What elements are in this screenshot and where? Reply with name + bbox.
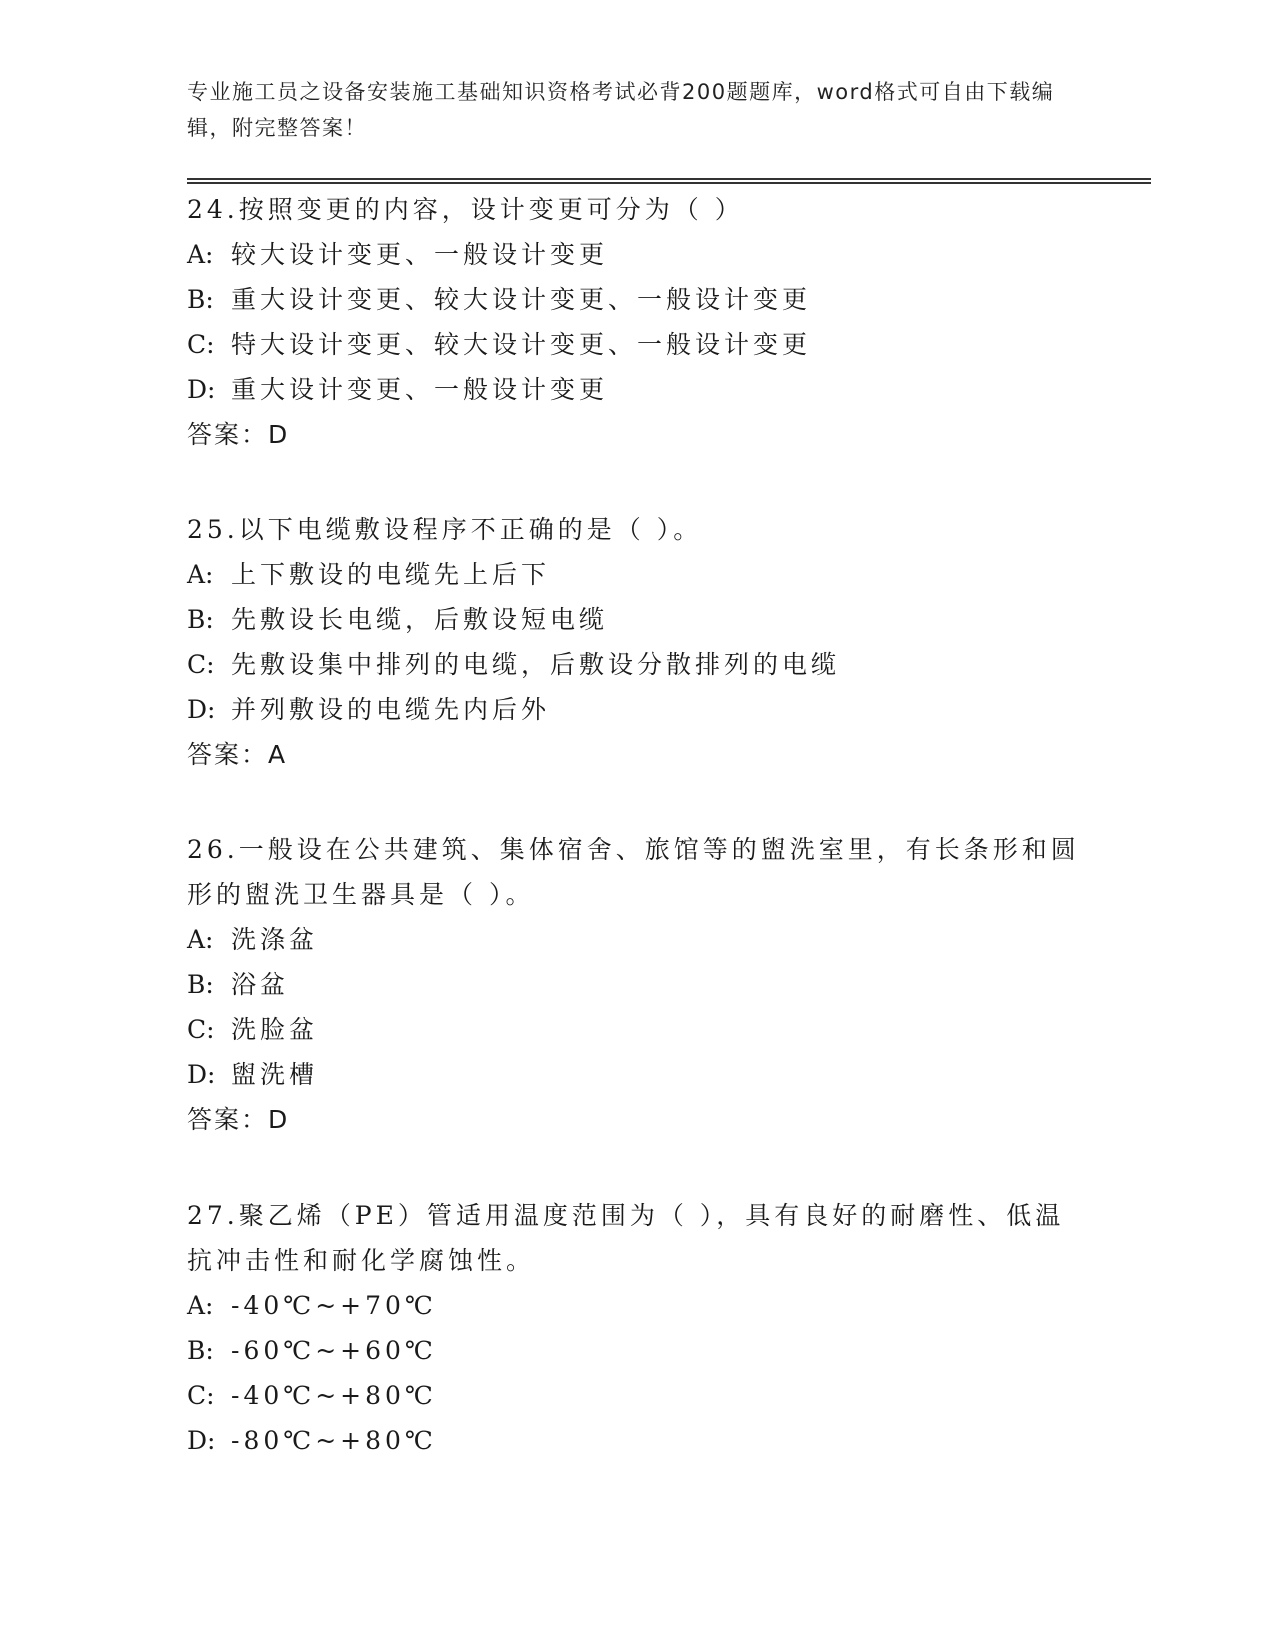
option-a — [187, 1283, 1087, 1328]
option-text: 并列敷设的电缆先内后外 — [231, 695, 551, 724]
option-letter: A: — [187, 240, 214, 269]
option-text: 盥洗槽 — [231, 1060, 319, 1089]
option-text: 洗涤盆 — [231, 925, 319, 954]
option-d — [187, 1052, 1087, 1097]
option-letter: D: — [187, 375, 216, 404]
option-text: 浴盆 — [231, 970, 290, 999]
question-24 — [187, 187, 1087, 457]
option-text: 重大设计变更、一般设计变更 — [231, 375, 609, 404]
option-b — [187, 277, 1087, 322]
option-text: 先敷设集中排列的电缆，后敷设分散排列的电缆 — [231, 650, 841, 679]
option-d — [187, 1418, 1087, 1463]
option-a — [187, 917, 1087, 962]
option-letter: A: — [187, 1291, 214, 1320]
question-25 — [187, 507, 1087, 777]
option-letter: C: — [187, 1381, 215, 1410]
question-stem: 26.一般设在公共建筑、集体宿舍、旅馆等的盥洗室里，有长条形和圆形的盥洗卫生器具是（ ）。 — [187, 835, 1080, 909]
option-text: 先敷设长电缆，后敷设短电缆 — [231, 605, 609, 634]
option-b — [187, 597, 1087, 642]
answer-line: 答案：A — [187, 740, 288, 769]
divider-line-top — [187, 178, 1151, 180]
question-stem: 27.聚乙烯（PE）管适用温度范围为（ ），具有良好的耐磨性、低温抗冲击性和耐化学腐蚀性。 — [187, 1201, 1065, 1275]
option-text: 洗脸盆 — [231, 1015, 319, 1044]
option-letter: B: — [187, 970, 214, 999]
option-letter: C: — [187, 330, 215, 359]
header-title: 专业施工员之设备安装施工基础知识资格考试必背200题题库，word格式可自由下载编辑，附完整答案！ — [187, 80, 1055, 140]
option-d — [187, 367, 1087, 412]
option-letter: C: — [187, 650, 215, 679]
document-header — [187, 74, 1067, 146]
option-letter: D: — [187, 1426, 216, 1455]
option-text: 较大设计变更、一般设计变更 — [231, 240, 609, 269]
option-letter: D: — [187, 695, 216, 724]
question-27 — [187, 1193, 1087, 1463]
option-c — [187, 642, 1087, 687]
option-letter: A: — [187, 560, 214, 589]
option-text: -40℃~+70℃ — [231, 1291, 437, 1320]
question-stem: 25.以下电缆敷设程序不正确的是（ ）。 — [187, 515, 703, 544]
answer-line: 答案：D — [187, 420, 290, 449]
option-letter: D: — [187, 1060, 216, 1089]
option-letter: A: — [187, 925, 214, 954]
option-text: -60℃~+60℃ — [231, 1336, 437, 1365]
option-text: -40℃~+80℃ — [231, 1381, 437, 1410]
option-letter: C: — [187, 1015, 215, 1044]
option-a — [187, 232, 1087, 277]
option-text: -80℃~+80℃ — [231, 1426, 437, 1455]
answer-line: 答案：D — [187, 1105, 290, 1134]
divider-line-bottom — [187, 182, 1151, 184]
header-divider — [187, 178, 1151, 184]
option-c — [187, 1007, 1087, 1052]
option-b — [187, 1328, 1087, 1373]
option-text: 特大设计变更、较大设计变更、一般设计变更 — [231, 330, 812, 359]
option-letter: B: — [187, 1336, 214, 1365]
option-letter: B: — [187, 285, 214, 314]
option-c — [187, 322, 1087, 367]
question-26 — [187, 827, 1087, 1142]
option-text: 重大设计变更、较大设计变更、一般设计变更 — [231, 285, 812, 314]
option-a — [187, 552, 1087, 597]
option-b — [187, 962, 1087, 1007]
option-d — [187, 687, 1087, 732]
question-stem: 24.按照变更的内容，设计变更可分为（ ） — [187, 195, 744, 224]
option-letter: B: — [187, 605, 214, 634]
option-c — [187, 1373, 1087, 1418]
option-text: 上下敷设的电缆先上后下 — [231, 560, 551, 589]
